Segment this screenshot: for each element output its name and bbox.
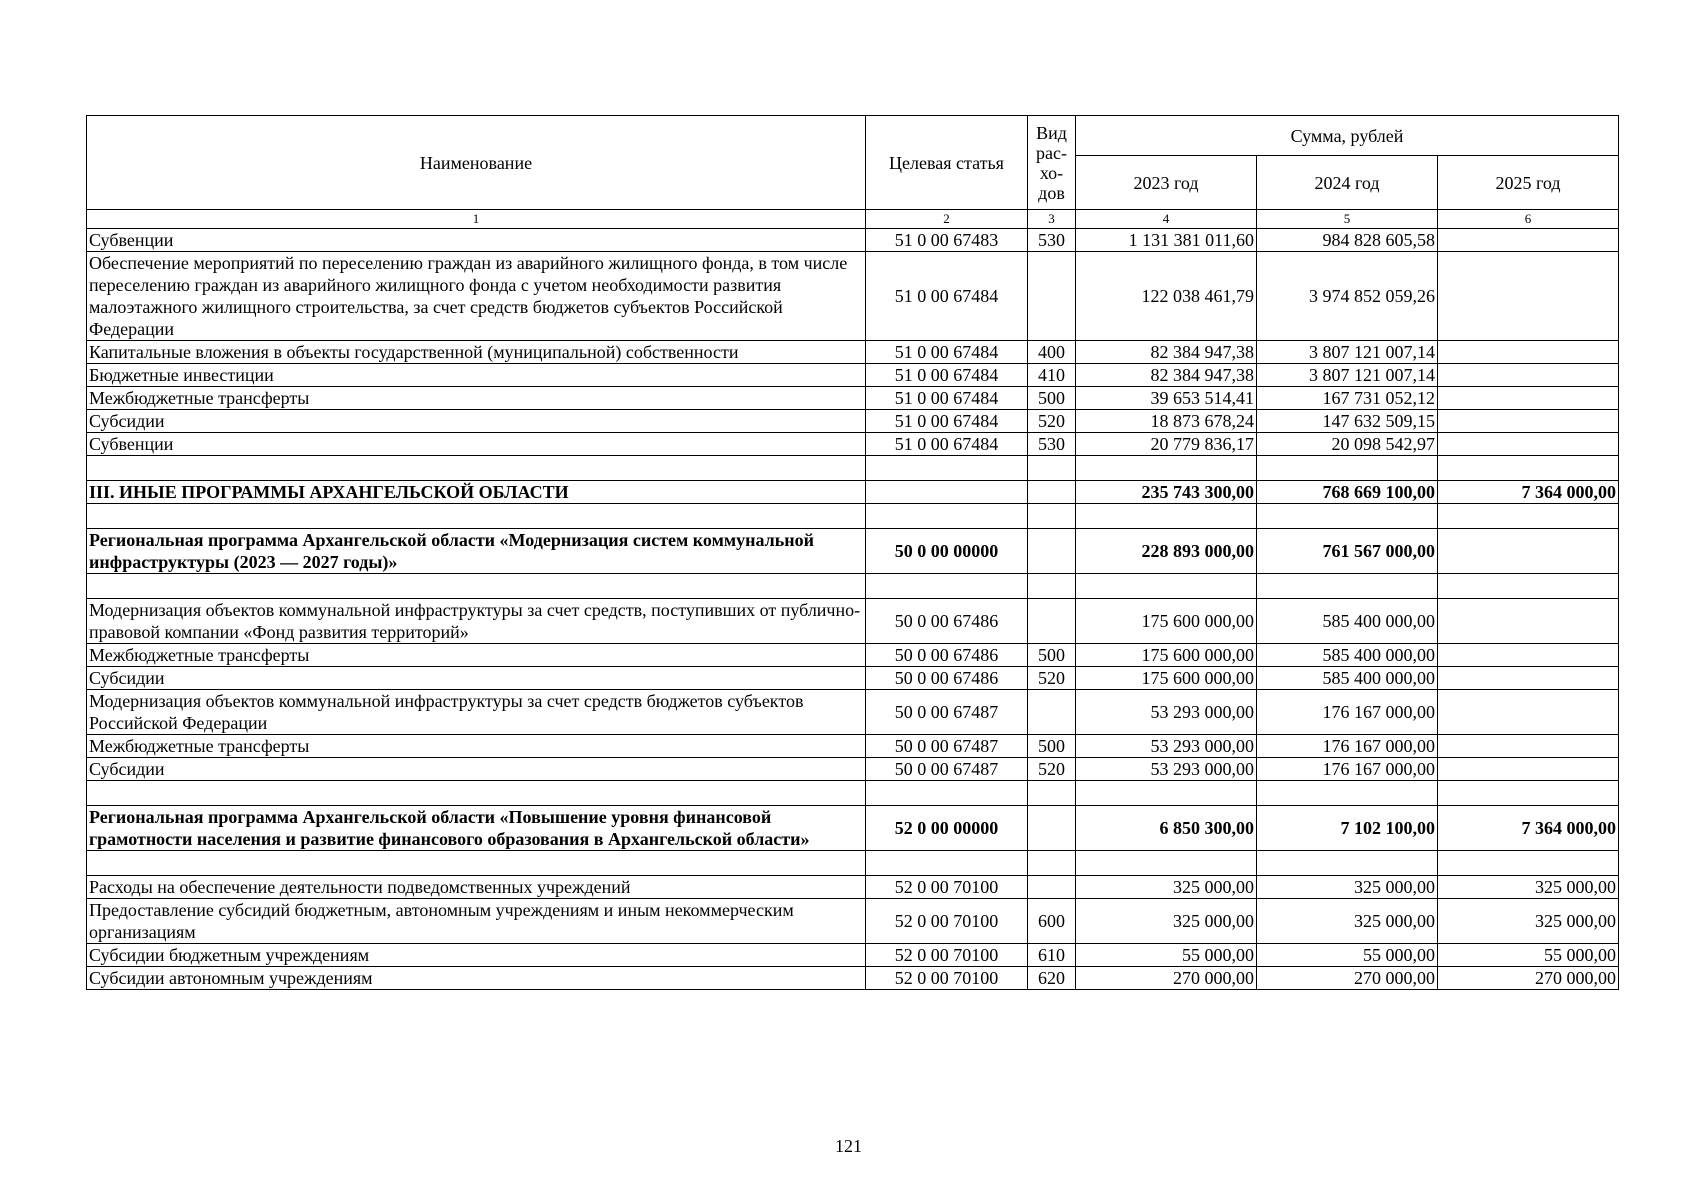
row-amount-2025 (1438, 341, 1619, 364)
row-name: Обеспечение мероприятий по переселению граждан из аварийного жилищного фонда, в том числе переселению граждан из аварийного жилищного фонда с учетом необходимости развития малоэтажного жилищного строительства, за счет средств бюджетов субъектов Российской Федерации (87, 252, 866, 341)
spacer-row (87, 851, 1619, 876)
row-target-code: 50 0 00 67487 (866, 735, 1028, 758)
empty-cell (1257, 456, 1438, 481)
table-row (87, 252, 1619, 341)
row-amount-2024: 20 098 542,97 (1257, 433, 1438, 456)
row-expense-kind (1028, 599, 1076, 644)
row-amount-2023: 82 384 947,38 (1076, 364, 1257, 387)
row-name: Межбюджетные трансферты (87, 735, 866, 758)
row-expense-kind: 410 (1028, 364, 1076, 387)
row-expense-kind (1028, 806, 1076, 851)
table-row (87, 341, 1619, 364)
row-amount-2024: 325 000,00 (1257, 899, 1438, 944)
row-name: Региональная программа Архангельской области «Повышение уровня финансовой грамотности населения и развитие финансового образования в Архангельской области» (87, 806, 866, 851)
row-expense-kind: 530 (1028, 433, 1076, 456)
spacer-row (87, 504, 1619, 529)
row-amount-2024: 176 167 000,00 (1257, 735, 1438, 758)
row-amount-2023: 228 893 000,00 (1076, 529, 1257, 574)
row-amount-2023: 1 131 381 011,60 (1076, 229, 1257, 252)
row-amount-2025 (1438, 758, 1619, 781)
row-name: Капитальные вложения в объекты государственной (муниципальной) собственности (87, 341, 866, 364)
row-target-code: 50 0 00 67487 (866, 690, 1028, 735)
row-amount-2023: 18 873 678,24 (1076, 410, 1257, 433)
empty-cell (87, 574, 866, 599)
row-name: Субсидии (87, 758, 866, 781)
row-amount-2025: 325 000,00 (1438, 899, 1619, 944)
row-target-code: 50 0 00 67486 (866, 644, 1028, 667)
row-amount-2024: 3 974 852 059,26 (1257, 252, 1438, 341)
row-target-code: 51 0 00 67484 (866, 410, 1028, 433)
row-amount-2023: 122 038 461,79 (1076, 252, 1257, 341)
row-amount-2025 (1438, 364, 1619, 387)
row-amount-2024: 176 167 000,00 (1257, 758, 1438, 781)
row-amount-2023: 53 293 000,00 (1076, 735, 1257, 758)
col-number-6: 6 (1438, 210, 1619, 229)
row-target-code: 52 0 00 70100 (866, 899, 1028, 944)
row-name: Расходы на обеспечение деятельности подведомственных учреждений (87, 876, 866, 899)
empty-cell (866, 456, 1028, 481)
header-year-2023: 2023 год (1076, 156, 1257, 210)
row-amount-2023: 55 000,00 (1076, 944, 1257, 967)
row-expense-kind: 500 (1028, 387, 1076, 410)
row-target-code: 50 0 00 67486 (866, 667, 1028, 690)
table-row (87, 364, 1619, 387)
empty-cell (1438, 851, 1619, 876)
row-name: Субсидии автономным учреждениям (87, 967, 866, 990)
row-expense-kind: 530 (1028, 229, 1076, 252)
row-amount-2023: 6 850 300,00 (1076, 806, 1257, 851)
row-expense-kind: 400 (1028, 341, 1076, 364)
table-row (87, 229, 1619, 252)
row-expense-kind: 520 (1028, 758, 1076, 781)
empty-cell (1257, 781, 1438, 806)
row-expense-kind (1028, 481, 1076, 504)
empty-cell (1257, 504, 1438, 529)
row-amount-2024: 167 731 052,12 (1257, 387, 1438, 410)
table-row (87, 967, 1619, 990)
row-target-code: 50 0 00 67487 (866, 758, 1028, 781)
table-body (87, 229, 1619, 990)
row-name: Субсидии бюджетным учреждениям (87, 944, 866, 967)
row-amount-2025: 270 000,00 (1438, 967, 1619, 990)
empty-cell (866, 781, 1028, 806)
empty-cell (1028, 851, 1076, 876)
row-target-code: 51 0 00 67484 (866, 433, 1028, 456)
row-name: Бюджетные инвестиции (87, 364, 866, 387)
header-name: Наименование (87, 116, 866, 210)
row-target-code: 51 0 00 67483 (866, 229, 1028, 252)
row-amount-2023: 53 293 000,00 (1076, 690, 1257, 735)
empty-cell (1076, 456, 1257, 481)
row-amount-2025 (1438, 690, 1619, 735)
row-amount-2023: 175 600 000,00 (1076, 599, 1257, 644)
header-year-2025: 2025 год (1438, 156, 1619, 210)
table-row (87, 481, 1619, 504)
row-amount-2025: 7 364 000,00 (1438, 806, 1619, 851)
row-name: Модернизация объектов коммунальной инфраструктуры за счет средств, поступивших от публично-правовой компании «Фонд развития территорий» (87, 599, 866, 644)
table-row (87, 690, 1619, 735)
row-amount-2025 (1438, 252, 1619, 341)
table-row (87, 876, 1619, 899)
row-amount-2024: 3 807 121 007,14 (1257, 341, 1438, 364)
header-code: Целевая статья (866, 116, 1028, 210)
row-amount-2025 (1438, 229, 1619, 252)
row-amount-2025 (1438, 529, 1619, 574)
empty-cell (1028, 574, 1076, 599)
row-amount-2025 (1438, 433, 1619, 456)
row-amount-2025 (1438, 387, 1619, 410)
row-target-code: 51 0 00 67484 (866, 341, 1028, 364)
col-number-4: 4 (1076, 210, 1257, 229)
row-amount-2023: 175 600 000,00 (1076, 644, 1257, 667)
row-amount-2023: 53 293 000,00 (1076, 758, 1257, 781)
empty-cell (87, 456, 866, 481)
empty-cell (1028, 781, 1076, 806)
row-expense-kind (1028, 876, 1076, 899)
table-row (87, 387, 1619, 410)
col-number-5: 5 (1257, 210, 1438, 229)
table-row (87, 433, 1619, 456)
row-target-code: 52 0 00 70100 (866, 967, 1028, 990)
row-amount-2023: 82 384 947,38 (1076, 341, 1257, 364)
row-amount-2023: 325 000,00 (1076, 876, 1257, 899)
spacer-row (87, 781, 1619, 806)
row-name: Модернизация объектов коммунальной инфраструктуры за счет средств бюджетов субъектов Российской Федерации (87, 690, 866, 735)
row-amount-2023: 270 000,00 (1076, 967, 1257, 990)
row-amount-2023: 20 779 836,17 (1076, 433, 1257, 456)
row-amount-2024: 768 669 100,00 (1257, 481, 1438, 504)
table-row (87, 735, 1619, 758)
col-number-3: 3 (1028, 210, 1076, 229)
empty-cell (1438, 504, 1619, 529)
row-amount-2025: 55 000,00 (1438, 944, 1619, 967)
header-kind: Вид рас-хо-дов (1028, 116, 1076, 210)
row-expense-kind: 600 (1028, 899, 1076, 944)
table-row (87, 806, 1619, 851)
row-amount-2024: 147 632 509,15 (1257, 410, 1438, 433)
row-amount-2024: 3 807 121 007,14 (1257, 364, 1438, 387)
row-amount-2025 (1438, 410, 1619, 433)
row-name: Субвенции (87, 433, 866, 456)
empty-cell (87, 851, 866, 876)
row-target-code: 51 0 00 67484 (866, 364, 1028, 387)
row-expense-kind: 520 (1028, 667, 1076, 690)
row-amount-2023: 39 653 514,41 (1076, 387, 1257, 410)
empty-cell (866, 504, 1028, 529)
row-expense-kind (1028, 529, 1076, 574)
row-amount-2024: 270 000,00 (1257, 967, 1438, 990)
row-name: Субсидии (87, 410, 866, 433)
empty-cell (866, 851, 1028, 876)
row-amount-2023: 235 743 300,00 (1076, 481, 1257, 504)
row-amount-2023: 325 000,00 (1076, 899, 1257, 944)
table-row (87, 667, 1619, 690)
header-year-2024: 2024 год (1257, 156, 1438, 210)
row-target-code: 52 0 00 70100 (866, 876, 1028, 899)
row-target-code: 51 0 00 67484 (866, 387, 1028, 410)
row-target-code (866, 481, 1028, 504)
row-amount-2025 (1438, 667, 1619, 690)
empty-cell (1257, 851, 1438, 876)
row-name: Предоставление субсидий бюджетным, автономным учреждениям и иным некоммерческим организациям (87, 899, 866, 944)
row-expense-kind: 500 (1028, 735, 1076, 758)
row-target-code: 52 0 00 70100 (866, 944, 1028, 967)
table-row (87, 758, 1619, 781)
table-header (87, 116, 1619, 229)
row-name: Субсидии (87, 667, 866, 690)
empty-cell (1438, 781, 1619, 806)
empty-cell (1028, 456, 1076, 481)
table-row (87, 644, 1619, 667)
empty-cell (1257, 574, 1438, 599)
col-number-1: 1 (87, 210, 866, 229)
row-amount-2024: 7 102 100,00 (1257, 806, 1438, 851)
empty-cell (1076, 851, 1257, 876)
empty-cell (866, 574, 1028, 599)
row-expense-kind: 620 (1028, 967, 1076, 990)
empty-cell (87, 781, 866, 806)
row-target-code: 50 0 00 67486 (866, 599, 1028, 644)
row-amount-2024: 984 828 605,58 (1257, 229, 1438, 252)
table-row (87, 529, 1619, 574)
row-amount-2024: 176 167 000,00 (1257, 690, 1438, 735)
row-expense-kind (1028, 252, 1076, 341)
row-name: Межбюджетные трансферты (87, 387, 866, 410)
document-page (86, 115, 1618, 990)
table-row (87, 410, 1619, 433)
row-amount-2024: 585 400 000,00 (1257, 599, 1438, 644)
empty-cell (1076, 574, 1257, 599)
row-amount-2024: 761 567 000,00 (1257, 529, 1438, 574)
row-amount-2025: 7 364 000,00 (1438, 481, 1619, 504)
empty-cell (1076, 781, 1257, 806)
row-amount-2024: 585 400 000,00 (1257, 644, 1438, 667)
row-name: III. ИНЫЕ ПРОГРАММЫ АРХАНГЕЛЬСКОЙ ОБЛАСТИ (87, 481, 866, 504)
row-amount-2024: 325 000,00 (1257, 876, 1438, 899)
row-name: Субвенции (87, 229, 866, 252)
row-name: Межбюджетные трансферты (87, 644, 866, 667)
table-row (87, 899, 1619, 944)
col-number-2: 2 (866, 210, 1028, 229)
table-row (87, 599, 1619, 644)
budget-table (86, 115, 1619, 990)
row-amount-2023: 175 600 000,00 (1076, 667, 1257, 690)
empty-cell (1438, 574, 1619, 599)
row-amount-2025 (1438, 735, 1619, 758)
page-number: 121 (835, 1136, 862, 1156)
row-amount-2025 (1438, 644, 1619, 667)
table-row (87, 944, 1619, 967)
row-expense-kind: 610 (1028, 944, 1076, 967)
row-amount-2024: 55 000,00 (1257, 944, 1438, 967)
spacer-row (87, 574, 1619, 599)
empty-cell (87, 504, 866, 529)
row-amount-2025: 325 000,00 (1438, 876, 1619, 899)
row-expense-kind: 520 (1028, 410, 1076, 433)
empty-cell (1028, 504, 1076, 529)
row-expense-kind (1028, 690, 1076, 735)
row-target-code: 52 0 00 00000 (866, 806, 1028, 851)
row-name: Региональная программа Архангельской области «Модернизация систем коммунальной инфраструктуры (2023 — 2027 годы)» (87, 529, 866, 574)
empty-cell (1076, 504, 1257, 529)
row-amount-2024: 585 400 000,00 (1257, 667, 1438, 690)
row-amount-2025 (1438, 599, 1619, 644)
empty-cell (1438, 456, 1619, 481)
row-target-code: 51 0 00 67484 (866, 252, 1028, 341)
row-target-code: 50 0 00 00000 (866, 529, 1028, 574)
row-expense-kind: 500 (1028, 644, 1076, 667)
header-sum: Сумма, рублей (1076, 116, 1619, 156)
spacer-row (87, 456, 1619, 481)
